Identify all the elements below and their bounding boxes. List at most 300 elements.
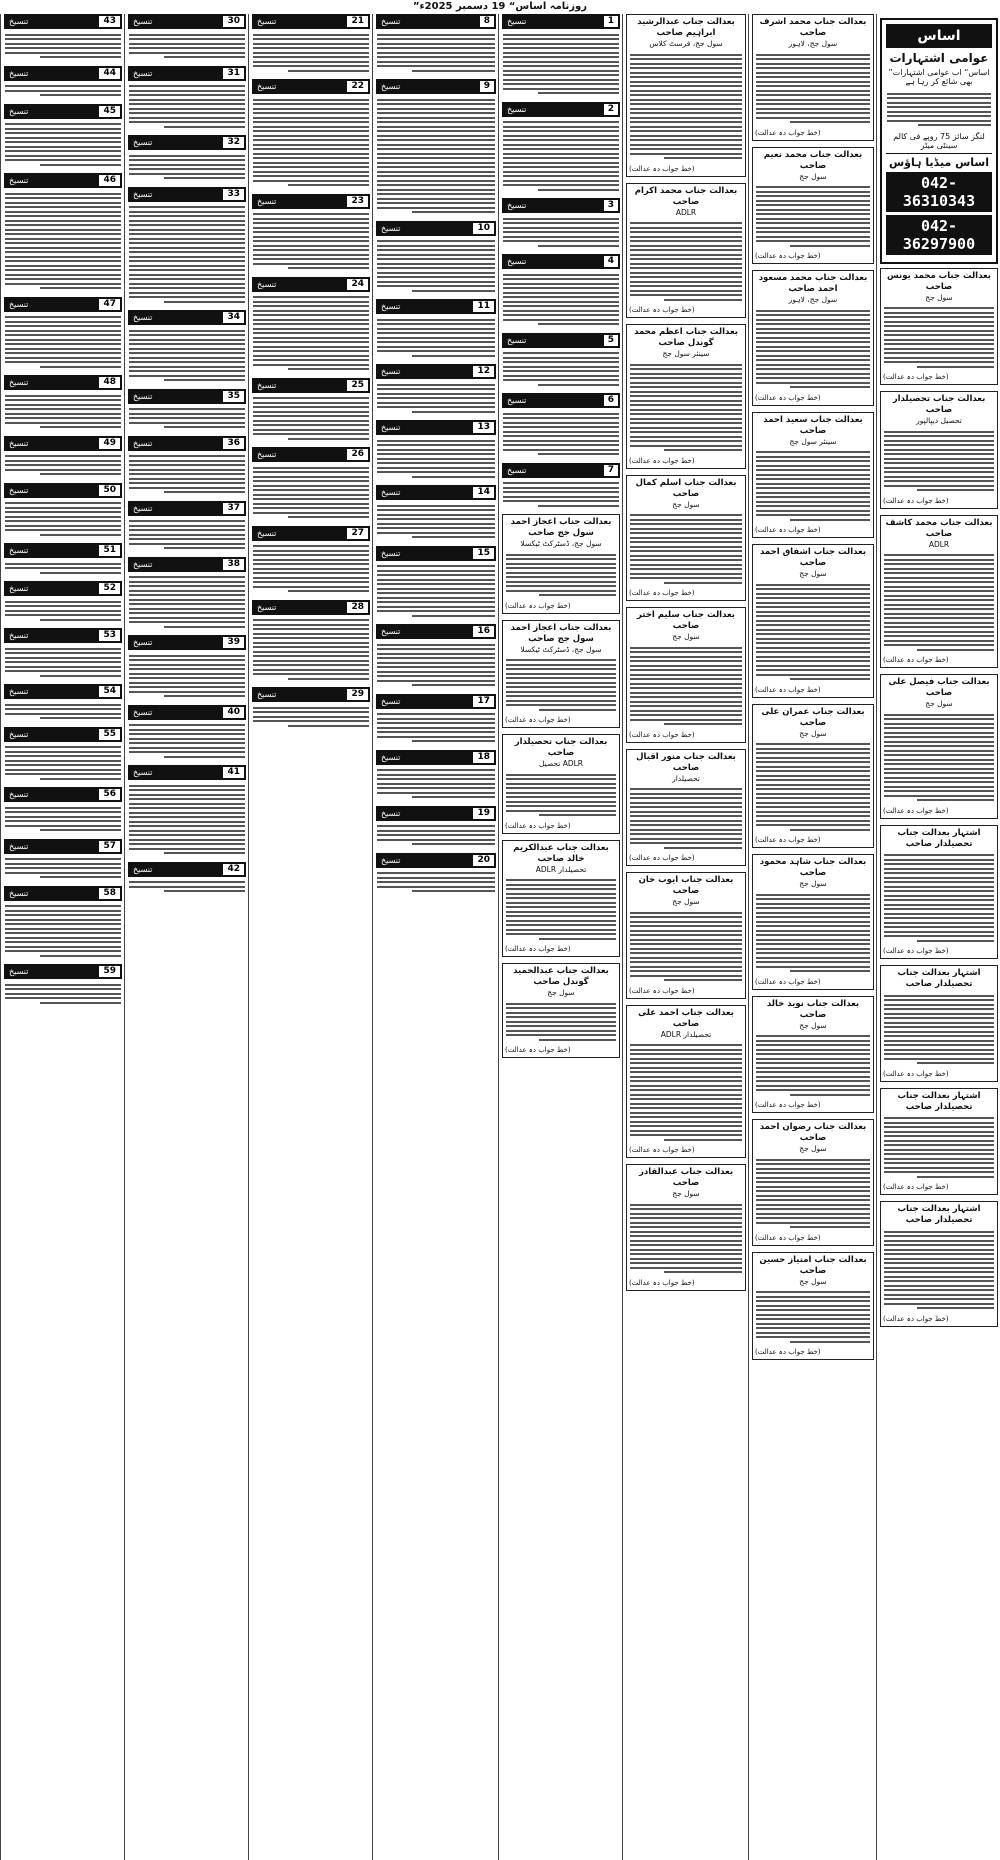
text-line [884, 922, 994, 924]
text-line [129, 682, 245, 684]
text-line [253, 180, 369, 182]
ad-tag: تنسیخ [9, 299, 29, 309]
court-subtitle: سول جج [672, 632, 700, 641]
court-footer: (خط جواب دہ عدالت) [883, 1314, 949, 1323]
text-line [377, 384, 495, 386]
text-line [756, 811, 870, 813]
ad-number: 23 [347, 196, 368, 207]
text-line [630, 934, 742, 936]
ad-text-lines [4, 802, 122, 835]
text-line [253, 633, 369, 635]
text-line [253, 485, 369, 487]
classified-ad [128, 389, 246, 432]
text-line [630, 665, 742, 667]
text-line [503, 417, 619, 419]
text-line [884, 316, 994, 318]
text-line [5, 325, 121, 327]
classified-ad [376, 221, 496, 296]
court-subtitle: سول جج [799, 1020, 827, 1030]
text-line [503, 175, 619, 177]
text-line [630, 1134, 742, 1136]
text-line [756, 451, 870, 453]
text-line [884, 1289, 994, 1291]
classified-ad [128, 436, 246, 497]
text-line [756, 761, 870, 763]
text-line [253, 296, 369, 298]
text-line [506, 810, 616, 812]
text-line [377, 346, 495, 348]
text-line [377, 258, 495, 260]
ad-text-lines [629, 49, 743, 163]
text-line [164, 547, 245, 549]
ad-tag: تنسیخ [9, 790, 29, 799]
text-line [129, 848, 245, 850]
text-line [129, 238, 245, 240]
text-line [756, 186, 870, 188]
text-line [253, 139, 369, 141]
text-line [164, 426, 245, 428]
text-line [884, 1058, 994, 1060]
masthead-notice: ”اساس“ اب عوامی اشتہارات بھی شائع کر رہا ہے [888, 68, 990, 86]
text-line [790, 519, 870, 521]
text-line [756, 350, 870, 352]
text-line [253, 222, 369, 224]
text-line [377, 565, 495, 567]
text-line [790, 245, 870, 247]
court-title: بعدالت جناب عمران علی صاحب [761, 706, 865, 728]
text-line [630, 63, 742, 65]
text-line [129, 473, 245, 475]
court-footer: (خط جواب دہ عدالت) [883, 947, 949, 955]
text-line [506, 686, 616, 688]
text-line [884, 626, 994, 628]
ad-header [4, 436, 122, 451]
ad-text-lines [4, 854, 122, 882]
text-line [503, 74, 619, 76]
text-line [630, 395, 742, 397]
text-line [5, 265, 121, 267]
ad-text-lines [883, 426, 995, 495]
ad-tag: تنسیخ [507, 465, 527, 475]
text-line [884, 1022, 994, 1024]
text-line [630, 719, 742, 721]
text-line [506, 911, 616, 913]
text-line [129, 242, 245, 244]
text-line [412, 211, 495, 213]
text-line [129, 612, 245, 614]
text-line [756, 222, 870, 224]
text-line [884, 868, 994, 870]
text-line [756, 1076, 870, 1078]
text-line [630, 916, 742, 918]
ad-header [128, 389, 246, 404]
text-line [377, 112, 495, 114]
text-line [506, 1012, 616, 1014]
ad-tag: تنسیخ [257, 528, 277, 538]
text-line [377, 34, 495, 36]
court-title: بعدالت جناب تحصیلدار صاحب [514, 737, 608, 758]
court-subtitle: تحصیلدار [672, 773, 700, 783]
text-line [756, 784, 870, 786]
text-line [884, 908, 994, 910]
text-line [630, 404, 742, 406]
ad-tag: تنسیخ [381, 17, 401, 26]
court-notice [502, 514, 620, 614]
text-line [377, 341, 495, 343]
text-line [377, 680, 495, 682]
text-line [253, 166, 369, 168]
text-line [253, 476, 369, 478]
text-line [5, 928, 121, 930]
court-notice [752, 544, 874, 698]
text-line [253, 249, 369, 251]
text-line [503, 153, 619, 155]
text-line [664, 979, 742, 981]
text-line [790, 970, 870, 972]
ad-tag: تنسیخ [9, 841, 29, 851]
text-line [5, 984, 121, 986]
text-line [5, 193, 121, 195]
ad-number: 27 [347, 528, 368, 539]
text-line [253, 236, 369, 238]
text-line [253, 402, 369, 404]
text-line [630, 126, 742, 128]
text-line [40, 473, 121, 475]
text-line [630, 148, 742, 150]
text-line [129, 794, 245, 796]
text-line [377, 184, 495, 186]
text-line [5, 601, 121, 603]
text-line [664, 582, 742, 584]
text-line [506, 585, 616, 587]
court-subtitle: سول جج [799, 728, 827, 738]
text-line [756, 642, 870, 644]
text-line [253, 707, 369, 709]
text-line [884, 480, 994, 482]
text-line [5, 652, 121, 654]
text-line [756, 584, 870, 586]
text-line [756, 779, 870, 781]
ad-number: 42 [223, 864, 244, 875]
text-line [253, 332, 369, 334]
text-line [503, 56, 619, 58]
text-line [129, 729, 245, 731]
masthead-section: عوامی اشتہارات [889, 51, 989, 65]
text-line [630, 1262, 742, 1264]
text-line [630, 281, 742, 283]
masthead-logo: اساس [886, 24, 992, 48]
text-line [129, 339, 245, 341]
text-line [887, 102, 991, 104]
text-line [630, 528, 742, 530]
text-line [377, 272, 495, 274]
text-line [377, 267, 495, 269]
text-line [5, 357, 121, 359]
text-line [630, 1112, 742, 1114]
text-line [129, 691, 245, 693]
ad-text-lines [502, 348, 620, 390]
text-line [884, 1231, 994, 1233]
ad-text-lines [755, 1031, 871, 1100]
text-line [129, 229, 245, 231]
text-line [887, 93, 991, 95]
court-subtitle: سول جج [672, 1189, 700, 1198]
text-line [377, 666, 495, 668]
text-line [506, 805, 616, 807]
ad-header [376, 485, 496, 500]
text-line [630, 153, 742, 155]
ad-tag: تنسیخ [9, 584, 29, 593]
text-line [630, 364, 742, 366]
text-line [756, 469, 870, 471]
text-line [5, 202, 121, 204]
text-line [756, 103, 870, 105]
text-line [630, 90, 742, 92]
ad-text-lines [4, 699, 122, 723]
court-subtitle: سول جج، فرسٹ کلاس [649, 39, 723, 48]
text-line [756, 510, 870, 512]
ad-number: 26 [347, 449, 368, 460]
text-line [377, 662, 495, 664]
text-line [129, 357, 245, 359]
text-line [630, 550, 742, 552]
ad-text-lines [755, 182, 871, 251]
text-line [412, 70, 495, 72]
ad-number: 37 [223, 503, 244, 514]
ad-header [4, 684, 122, 699]
classified-ad [128, 310, 246, 385]
text-line [40, 619, 121, 621]
text-line [129, 460, 245, 462]
ad-text-lines [252, 209, 370, 273]
ad-tag: تنسیخ [381, 367, 401, 376]
text-line [253, 314, 369, 316]
text-line [5, 520, 121, 522]
ad-header [376, 750, 496, 765]
text-line [884, 568, 994, 570]
text-line [40, 675, 121, 677]
ad-number: 32 [223, 137, 244, 148]
text-line [630, 422, 742, 424]
text-line [129, 469, 245, 471]
ad-header [502, 14, 620, 29]
text-line [129, 677, 245, 679]
text-line [5, 52, 121, 54]
text-line [630, 820, 742, 822]
text-line [288, 725, 369, 727]
text-line [503, 435, 619, 437]
text-line [164, 177, 245, 179]
text-line [756, 1190, 870, 1192]
text-line [377, 56, 495, 58]
text-line [253, 711, 369, 713]
text-line [756, 209, 870, 211]
text-line [253, 258, 369, 260]
text-line [129, 99, 245, 101]
text-line [253, 231, 369, 233]
column-3 [248, 14, 373, 1860]
text-line [5, 863, 121, 865]
text-line [412, 740, 495, 742]
text-line [756, 669, 870, 671]
text-line [129, 599, 245, 601]
text-line [503, 135, 619, 137]
text-line [756, 501, 870, 503]
text-line [756, 359, 870, 361]
text-line [790, 829, 870, 831]
ad-number: 47 [99, 299, 120, 310]
text-line [630, 1076, 742, 1078]
text-line [377, 207, 495, 209]
text-line [630, 245, 742, 247]
court-subtitle: سول جج، ڈسٹرکٹ ٹیکسلا [520, 644, 602, 654]
text-line [756, 1318, 870, 1320]
text-line [377, 171, 495, 173]
text-line [129, 621, 245, 623]
text-line [884, 854, 994, 856]
text-line [377, 117, 495, 119]
text-line [253, 319, 369, 321]
text-line [377, 144, 495, 146]
classified-ad [4, 297, 122, 372]
text-line [756, 638, 870, 640]
text-line [506, 700, 616, 702]
text-line [506, 778, 616, 780]
text-line [377, 872, 495, 874]
ad-text-lines [4, 643, 122, 680]
ad-text-lines [4, 558, 122, 577]
ad-header [252, 447, 370, 462]
ad-tag: تنسیخ [381, 752, 401, 762]
text-line [884, 1144, 994, 1146]
text-line [756, 743, 870, 745]
text-line [884, 449, 994, 451]
text-line [884, 1167, 994, 1169]
text-line [5, 455, 121, 457]
text-line [253, 227, 369, 229]
text-line [756, 58, 870, 60]
ad-text-lines [376, 94, 496, 217]
text-line [5, 132, 121, 134]
court-subtitle: سینئر سول جج [662, 349, 710, 358]
text-line [253, 355, 369, 357]
classified-ad [252, 526, 370, 596]
text-line [503, 65, 619, 67]
classified-ad [4, 66, 122, 100]
text-line [5, 422, 121, 424]
court-notice [880, 515, 998, 669]
text-line [503, 310, 619, 312]
text-line [377, 675, 495, 677]
text-line [377, 518, 495, 520]
text-line [129, 211, 245, 213]
ad-number: 12 [473, 366, 494, 377]
text-line [503, 126, 619, 128]
text-line [756, 1305, 870, 1307]
text-line [506, 792, 616, 794]
text-line [5, 713, 121, 715]
text-line [253, 171, 369, 173]
text-line [253, 263, 369, 265]
text-line [756, 1296, 870, 1298]
court-footer: (خط جواب دہ عدالت) [629, 854, 695, 862]
court-notice [626, 475, 746, 602]
ad-number: 44 [99, 68, 120, 79]
text-line [630, 1107, 742, 1109]
text-line [630, 1094, 742, 1096]
court-title: بعدالت جناب محمد کاشف صاحب [885, 517, 993, 539]
court-title: بعدالت جناب سلیم اختر صاحب [637, 610, 735, 631]
text-line [630, 431, 742, 433]
text-line [884, 741, 994, 743]
text-line [756, 76, 870, 78]
ad-number: 8 [480, 16, 494, 27]
text-line [377, 319, 495, 321]
text-line [790, 1341, 870, 1343]
text-line [630, 258, 742, 260]
text-line [377, 778, 495, 780]
text-line [412, 355, 495, 357]
court-title: بعدالت جناب سعید احمد صاحب [763, 414, 863, 436]
text-line [884, 1126, 994, 1128]
text-line [503, 43, 619, 45]
text-line [884, 750, 994, 752]
text-line [884, 772, 994, 774]
text-line [756, 382, 870, 384]
text-line [40, 717, 121, 719]
text-line [884, 435, 994, 437]
text-line [129, 520, 245, 522]
classified-ad [376, 546, 496, 621]
text-line [884, 736, 994, 738]
text-line [503, 278, 619, 280]
ad-tag: تنسیخ [9, 485, 29, 495]
text-line [884, 458, 994, 460]
text-line [164, 301, 245, 303]
court-notice [880, 268, 998, 386]
text-line [5, 751, 121, 753]
text-line [506, 920, 616, 922]
text-line [377, 527, 495, 529]
text-line [377, 514, 495, 516]
ad-tag: تنسیخ [133, 138, 153, 147]
ad-text-lines [376, 236, 496, 296]
text-line [630, 285, 742, 287]
text-line [884, 926, 994, 928]
classified-ad [128, 557, 246, 632]
text-line [538, 453, 619, 455]
text-line [288, 438, 369, 440]
classified-ad [128, 862, 246, 896]
ad-header [376, 546, 496, 561]
text-line [412, 476, 495, 478]
court-notice [752, 14, 874, 141]
text-line [5, 215, 121, 217]
classified-ad [376, 79, 496, 217]
text-line [503, 426, 619, 428]
ad-number: 45 [99, 106, 120, 117]
text-line [630, 948, 742, 950]
text-line [129, 807, 245, 809]
text-line [756, 323, 870, 325]
text-line [756, 112, 870, 114]
text-line [377, 727, 495, 729]
text-line [887, 97, 991, 99]
text-line [253, 310, 369, 312]
text-line [917, 649, 994, 651]
text-line [129, 886, 245, 888]
text-line [503, 500, 619, 502]
